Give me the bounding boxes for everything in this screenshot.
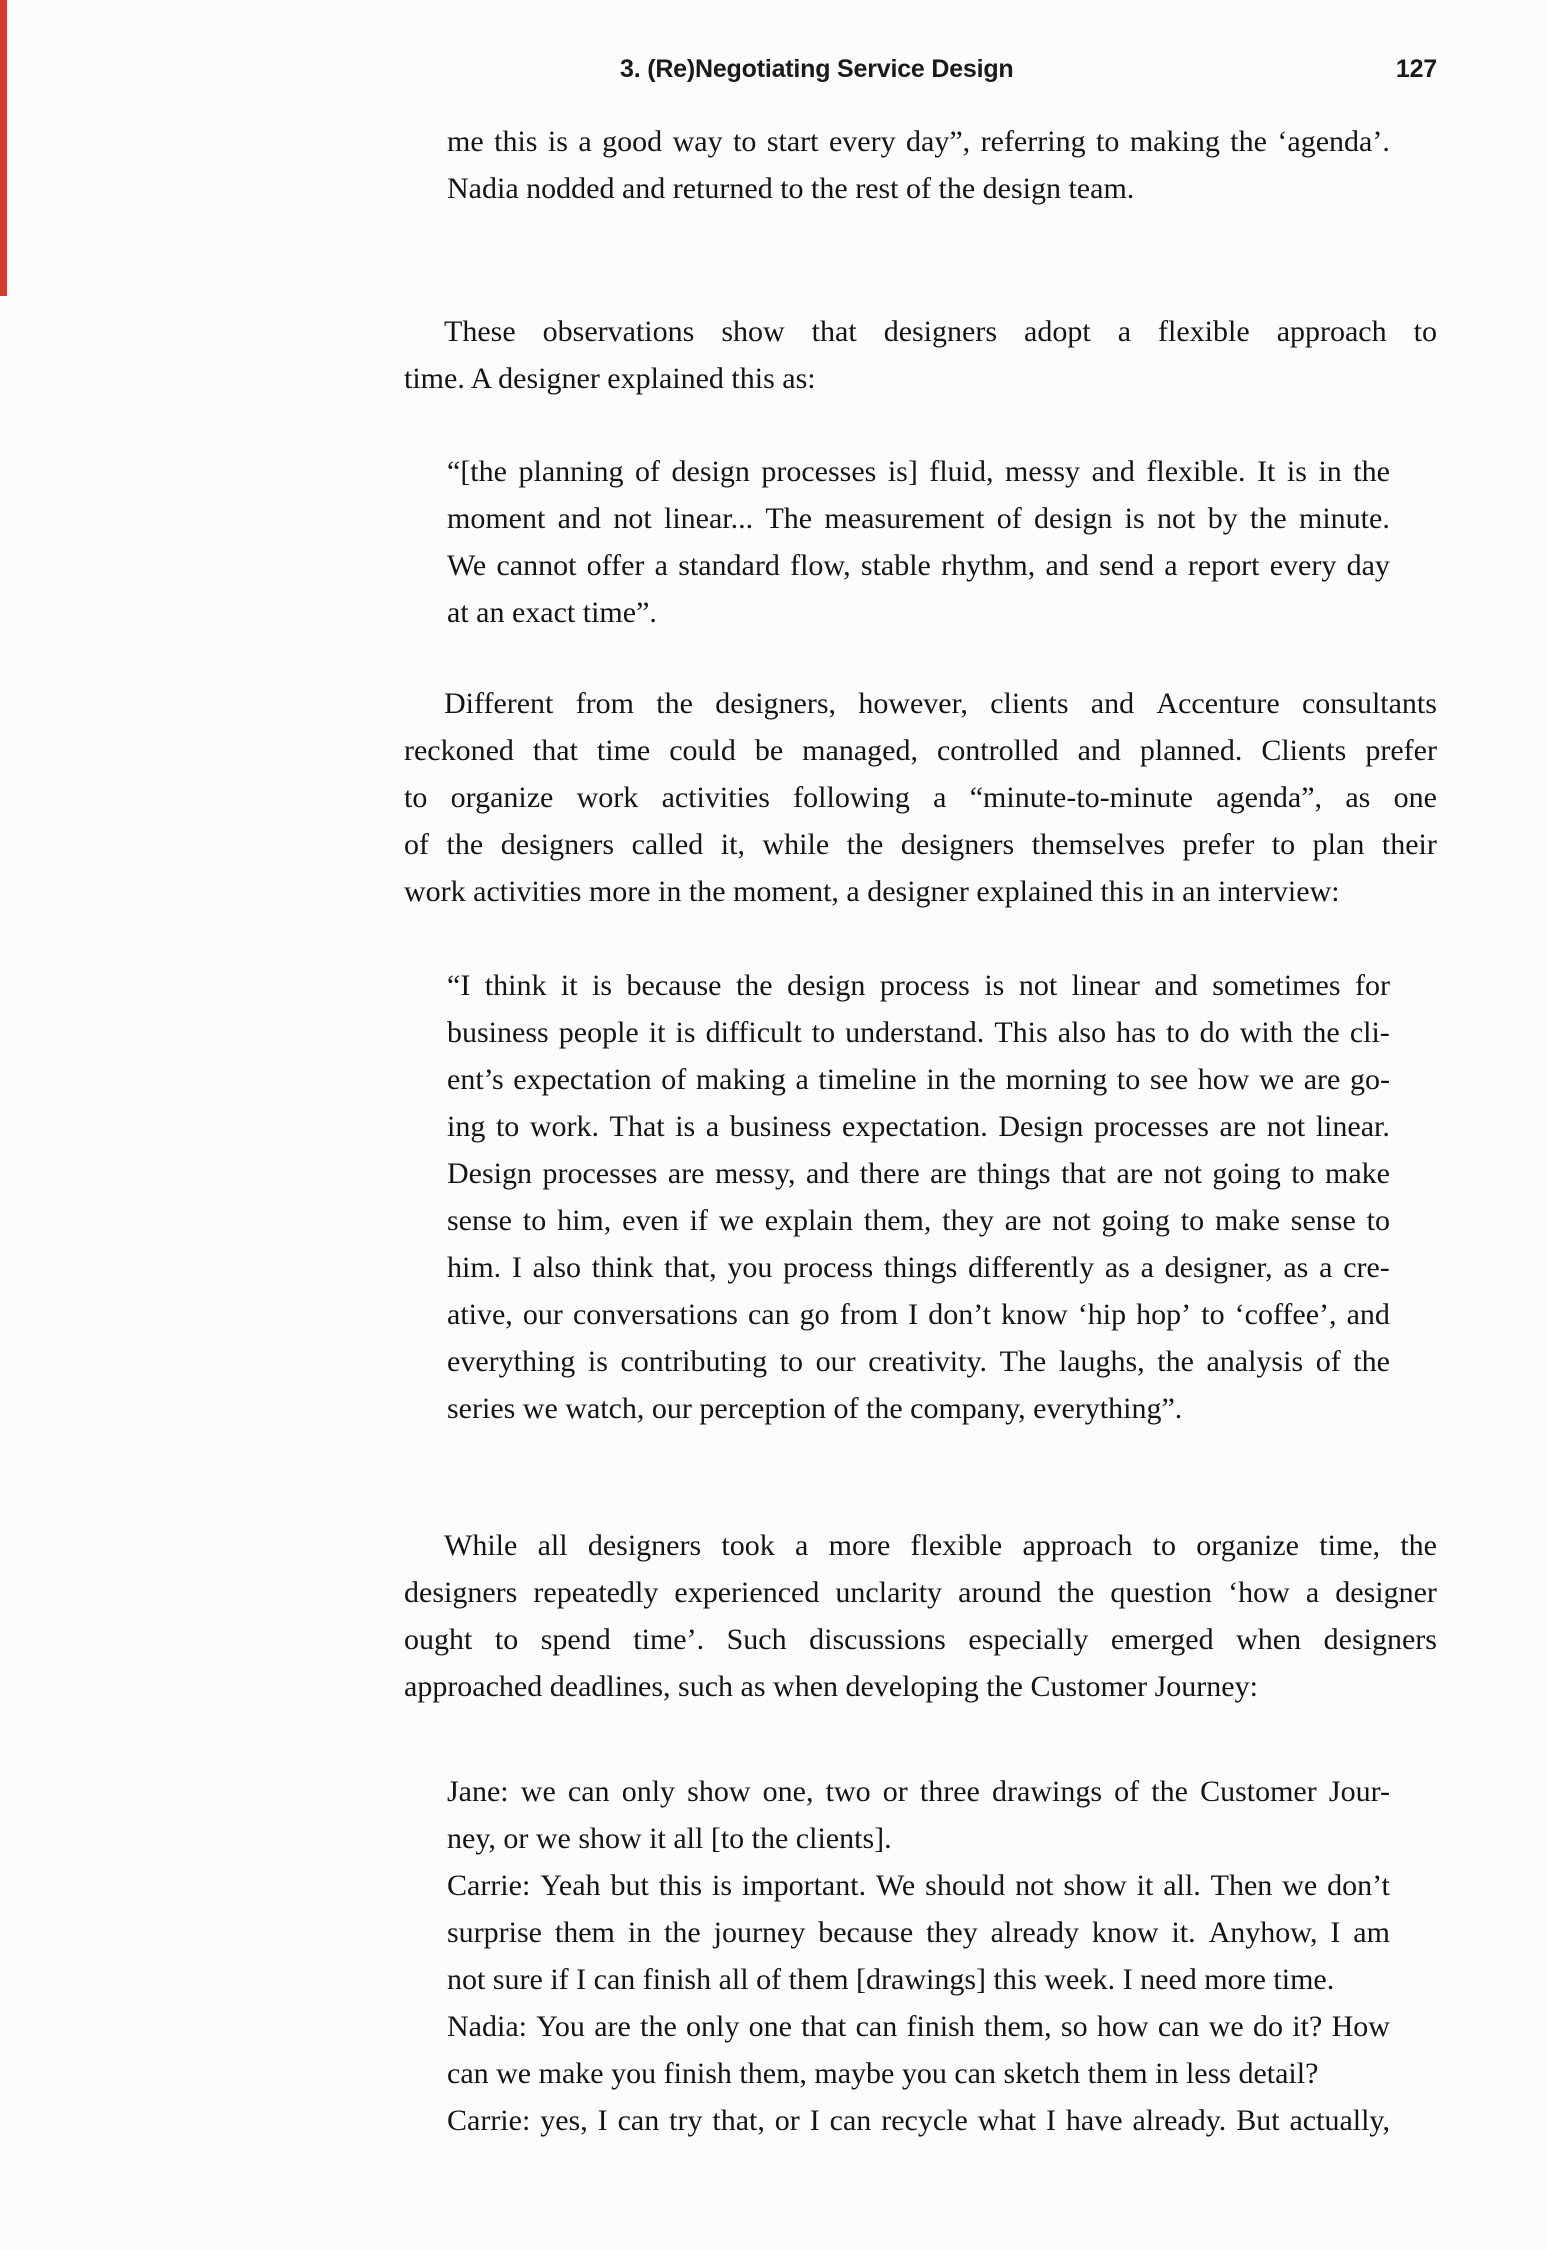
quote-block: [447, 962, 1390, 1432]
text-line: to organize work activities following a “minute-to-minute agenda”, as one: [404, 781, 1437, 814]
text-line: sense to him, even if we explain them, they are not going to make sense to: [447, 1204, 1390, 1237]
text-line: These observations show that designers adopt a flexible approach to: [444, 315, 1437, 348]
chapter-title: 3. (Re)Negotiating Service Design: [620, 55, 1014, 83]
text-line: We cannot offer a standard flow, stable rhythm, and send a report every day: [447, 549, 1390, 582]
text-line: ing to work. That is a business expectation. Design processes are not linear.: [447, 1110, 1390, 1143]
page-content: [404, 118, 1437, 2144]
text-line: Jane: we can only show one, two or three drawings of the Customer Jour-: [447, 1775, 1390, 1808]
page-edge-marker: [0, 0, 7, 296]
text-line: moment and not linear... The measurement of design is not by the minute.: [447, 502, 1390, 535]
text-line: reckoned that time could be managed, controlled and planned. Clients prefer: [404, 734, 1437, 767]
text-line: Carrie: yes, I can try that, or I can recycle what I have already. But actually,: [447, 2104, 1390, 2137]
text-line: Carrie: Yeah but this is important. We should not show it all. Then we don’t: [447, 1869, 1390, 1902]
text-line: at an exact time”.: [447, 596, 657, 629]
text-line: ative, our conversations can go from I don’t know ‘hip hop’ to ‘coffee’, and: [447, 1298, 1390, 1331]
text-line: ney, or we show it all [to the clients].: [447, 1822, 892, 1855]
page-number: 127: [1395, 55, 1437, 83]
paragraph: [404, 308, 1437, 402]
text-line: Different from the designers, however, clients and Accenture consultants: [444, 687, 1437, 720]
text-line: not sure if I can finish all of them [drawings] this week. I need more time.: [447, 1963, 1335, 1996]
quote-block: [447, 1768, 1390, 2144]
text-line: While all designers took a more flexible approach to organize time, the: [444, 1529, 1437, 1562]
text-line: can we make you finish them, maybe you can sketch them in less detail?: [447, 2057, 1319, 2090]
text-line: Nadia nodded and returned to the rest of the design team.: [447, 172, 1135, 205]
text-line: business people it is difficult to understand. This also has to do with the cli-: [447, 1016, 1390, 1049]
text-line: approached deadlines, such as when developing the Customer Journey:: [404, 1670, 1258, 1703]
text-line: me this is a good way to start every day”, referring to making the ‘agenda’.: [447, 125, 1390, 158]
quote-block: [447, 118, 1390, 212]
text-line: “[the planning of design processes is] fluid, messy and flexible. It is in the: [447, 455, 1390, 488]
text-line: Nadia: You are the only one that can finish them, so how can we do it? How: [447, 2010, 1390, 2043]
text-line: series we watch, our perception of the company, everything”.: [447, 1392, 1183, 1425]
text-line: designers repeatedly experienced unclarity around the question ‘how a designer: [404, 1576, 1437, 1609]
paragraph: [404, 680, 1437, 915]
text-line: ought to spend time’. Such discussions especially emerged when designers: [404, 1623, 1437, 1656]
text-line: work activities more in the moment, a designer explained this in an interview:: [404, 875, 1340, 908]
text-line: ent’s expectation of making a timeline in the morning to see how we are go-: [447, 1063, 1390, 1096]
text-line: surprise them in the journey because they already know it. Anyhow, I am: [447, 1916, 1390, 1949]
text-line: “I think it is because the design process is not linear and sometimes for: [447, 969, 1390, 1002]
text-line: time. A designer explained this as:: [404, 362, 816, 395]
text-line: of the designers called it, while the designers themselves prefer to plan their: [404, 828, 1437, 861]
text-line: everything is contributing to our creativity. The laughs, the analysis of the: [447, 1345, 1390, 1378]
text-line: him. I also think that, you process things differently as a designer, as a cre-: [447, 1251, 1390, 1284]
running-header: [0, 52, 1547, 86]
paragraph: [404, 1522, 1437, 1710]
quote-block: [447, 448, 1390, 636]
text-line: Design processes are messy, and there are things that are not going to make: [447, 1157, 1390, 1190]
